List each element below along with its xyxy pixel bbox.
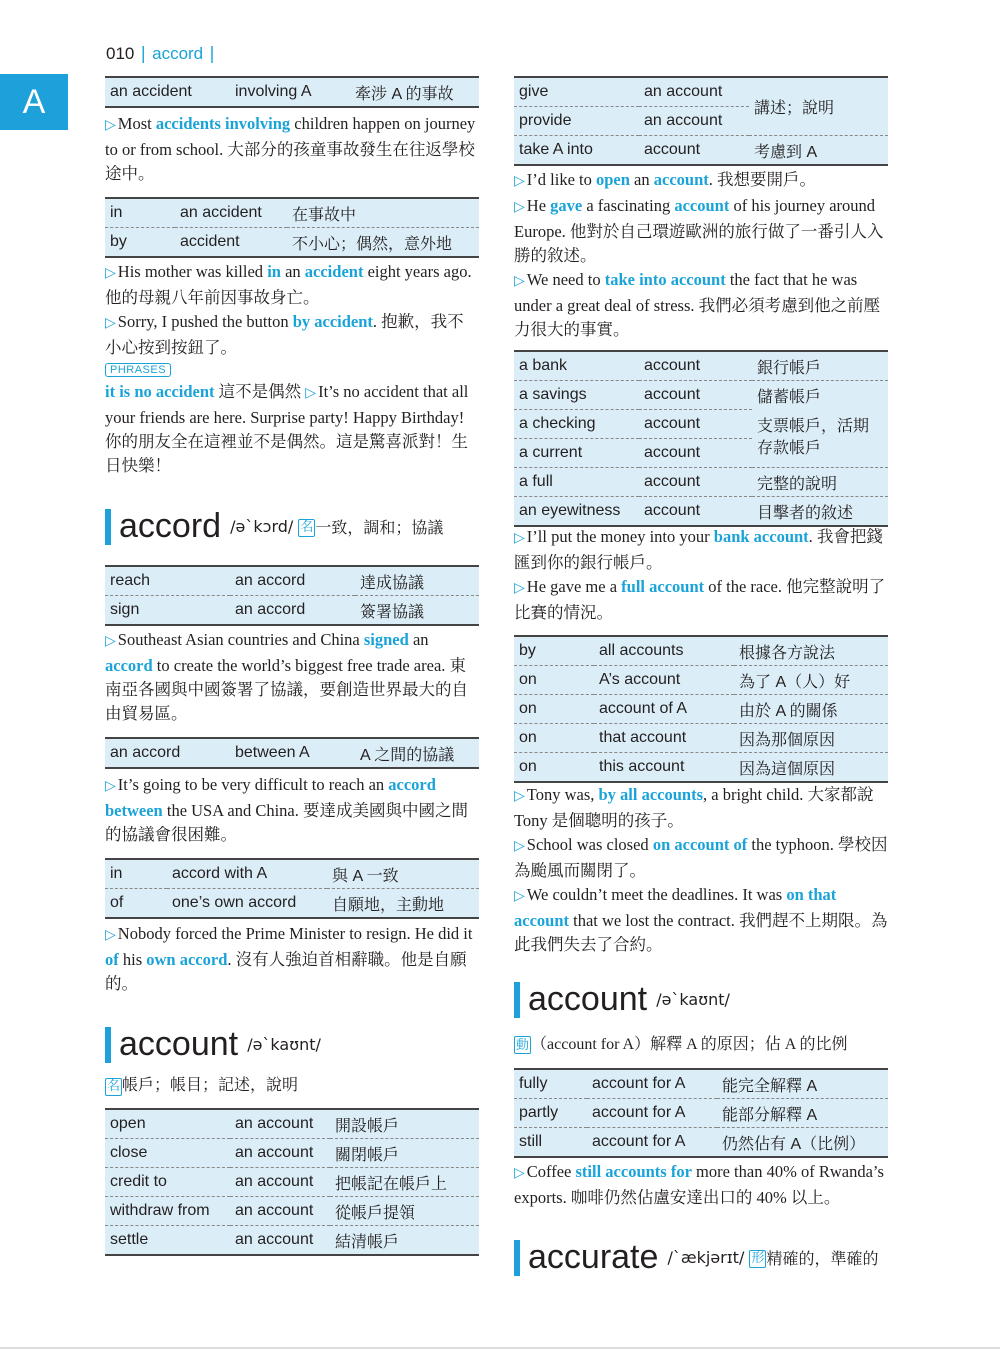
table-cell: on	[514, 666, 594, 695]
example-sentence: ▷ It’s going to be very difficult to reach an accord between the USA and China. 要達成美國與中國之間的協議會很困難。	[105, 775, 468, 844]
triangle-icon: ▷	[514, 174, 525, 189]
table-cell-merged: 講述；說明	[749, 77, 888, 136]
phrase-example: it is no accident 這不是偶然 ▷ It’s no accident that all your friends are here. Surprise party! Happy Birthday! 你的朋友全在這裡並不是偶然。這是驚喜派對！生日快樂！	[105, 382, 469, 475]
letter-tab[interactable]: A	[0, 74, 68, 130]
example-sentence: ▷ Nobody forced the Prime Minister to resign. He did it of his own accord. 沒有人強迫首相辭職。他是自願的。	[105, 924, 473, 993]
table-cell: 關閉帳戶	[330, 1139, 479, 1168]
table-cell: partly	[514, 1099, 587, 1128]
example-sentences: ▷ Tony was, by all accounts, a bright child. 大家都說 Tony 是個聰明的孩子。 ▷ School was closed on account of the typhoon. 學校因為颱風而關閉了。 ▷ We couldn’t meet the deadlines. It was on that account that we lost the contract. 我們趕不上期限。為此我們失去了合約。	[514, 785, 888, 954]
table-cell: on	[514, 724, 594, 753]
table-cell: an accord	[230, 566, 355, 596]
page-number: 010	[106, 44, 135, 63]
definition: 帳戶；帳目；記述，說明	[122, 1075, 299, 1094]
table-cell: account	[639, 351, 752, 381]
table-cell: 為了 A（人）好	[734, 666, 888, 695]
table-cell: account of A	[594, 695, 734, 724]
triangle-icon: ▷	[305, 386, 317, 401]
pronunciation: /ə`kaʊnt/	[247, 1035, 321, 1054]
table-cell: by	[514, 636, 594, 666]
table-cell: account	[639, 410, 752, 439]
table-cell: account	[639, 468, 752, 497]
pronunciation: /ə`kaʊnt/	[656, 990, 730, 1009]
table-cell: withdraw from	[105, 1197, 230, 1226]
part-of-speech: 形	[751, 1251, 765, 1266]
table-cell: account	[639, 497, 752, 527]
triangle-icon: ▷	[514, 274, 525, 289]
table-cell: an account	[230, 1109, 330, 1139]
table-cell: open	[105, 1109, 230, 1139]
table-cell: A 之間的協議	[355, 738, 479, 768]
table-cell-merged: 支票帳戶，活期存款帳戶	[752, 410, 888, 468]
table-cell: involving A	[230, 77, 350, 107]
table-cell: A’s account	[594, 666, 734, 695]
table-cell: account for A	[587, 1128, 717, 1158]
table-cell: account	[639, 439, 752, 468]
table-cell: an accord	[105, 738, 230, 768]
headword: account	[119, 1025, 239, 1063]
table-cell: one’s own accord	[167, 889, 327, 919]
part-of-speech: 名	[107, 1079, 121, 1094]
collocation-table-accident-involving	[105, 76, 479, 108]
table-cell: in	[105, 198, 175, 228]
table-cell: 仍然佔有 A（比例）	[717, 1128, 888, 1158]
triangle-icon: ▷	[105, 266, 116, 281]
entry-heading-account-verb	[514, 980, 888, 1019]
triangle-icon: ▷	[514, 581, 525, 596]
table-cell: 完整的說明	[752, 468, 888, 497]
entry-heading-accord	[105, 507, 479, 546]
entry-bar	[105, 1027, 111, 1063]
table-cell: an account	[639, 77, 749, 107]
header-headword: accord	[152, 44, 204, 63]
headword: account	[528, 980, 648, 1018]
table-cell: account	[639, 136, 749, 166]
pronunciation: /`ækjərɪt/	[667, 1248, 745, 1267]
table-cell: 根據各方說法	[734, 636, 888, 666]
table-cell: an accident	[175, 198, 287, 228]
footer-rule	[0, 1347, 1000, 1349]
table-cell: an accident	[105, 77, 230, 107]
table-cell: 達成協議	[355, 566, 479, 596]
collocation-table-account-for	[514, 1068, 888, 1158]
table-cell: take A into	[514, 136, 639, 166]
definition-line	[105, 1072, 479, 1096]
table-cell: by	[105, 228, 175, 258]
pronunciation: /ə`kɔrd/	[230, 517, 294, 536]
example-sentence: ▷ Southeast Asian countries and China signed an accord to create the world’s biggest free trade area. 東南亞各國與中國簽署了協議，要創造世界最大的自由貿易區。	[105, 630, 468, 723]
collocation-table-account-verbs	[105, 1108, 479, 1256]
example-sentence: ▷ Most accidents involving children happen on journey to or from school. 大部分的孩童事故發生在往返學校途中。	[105, 114, 476, 183]
table-cell: a checking	[514, 410, 639, 439]
table-cell: reach	[105, 566, 230, 596]
triangle-icon: ▷	[105, 779, 116, 794]
table-cell: sign	[105, 596, 230, 626]
table-cell: an account	[230, 1197, 330, 1226]
table-cell: 由於 A 的關係	[734, 695, 888, 724]
header-separator-end: |	[209, 44, 215, 64]
triangle-icon: ▷	[105, 928, 116, 943]
table-cell: a bank	[514, 351, 639, 381]
table-cell: 開設帳戶	[330, 1109, 479, 1139]
example-sentence: ▷ His mother was killed in an accident eight years ago. 他的母親八年前因事故身亡。 ▷ Sorry, I pushed the button by accident. 抱歉，我不小心按到按鈕了。	[105, 262, 472, 357]
table-cell: of	[105, 889, 167, 919]
entry-bar	[514, 1240, 520, 1276]
collocation-table-give-account	[514, 76, 888, 166]
table-cell: a savings	[514, 381, 639, 410]
collocation-table-accord	[105, 565, 479, 626]
table-cell: 目擊者的敘述	[752, 497, 888, 527]
definition-line	[514, 1031, 888, 1054]
part-of-speech: 名	[300, 520, 314, 535]
part-of-speech: 動	[516, 1037, 530, 1052]
example-sentences: ▷ I’d like to open an account. 我想要開戶。 ▷ He gave a fascinating account of his journey around Europe. 他對於自己環遊歐洲的旅行做了一番引人入勝的敘述。 ▷ We need to take into account the fact that he was under a great deal of stress. 我們必須考慮到他之前壓力很大的事實。	[514, 170, 884, 339]
table-cell: accord with A	[167, 859, 327, 889]
table-cell: this account	[594, 753, 734, 783]
table-cell: that account	[594, 724, 734, 753]
triangle-icon: ▷	[514, 839, 525, 854]
table-cell: 自願地，主動地	[327, 889, 479, 919]
table-cell: a full	[514, 468, 639, 497]
table-cell: in	[105, 859, 167, 889]
definition: 一致，調和；協議	[315, 518, 444, 537]
example-sentences: ▷ I’ll put the money into your bank account. 我會把錢匯到你的銀行帳戶。 ▷ He gave me a full account of the race. 他完整說明了比賽的情況。	[514, 527, 886, 622]
table-cell: 簽署協議	[355, 596, 479, 626]
table-cell: an account	[230, 1139, 330, 1168]
table-cell: 考慮到 A	[749, 136, 888, 166]
entry-bar	[105, 509, 111, 545]
table-cell: fully	[514, 1069, 587, 1099]
table-cell: an account	[230, 1226, 330, 1256]
header-separator: |	[140, 44, 147, 64]
triangle-icon: ▷	[514, 1166, 525, 1181]
table-cell: 與 A 一致	[327, 859, 479, 889]
triangle-icon: ▷	[105, 118, 116, 133]
table-cell: 銀行帳戶	[752, 351, 888, 381]
page-header	[106, 44, 221, 64]
table-cell: give	[514, 77, 639, 107]
table-cell: a current	[514, 439, 639, 468]
table-cell: 因為那個原因	[734, 724, 888, 753]
collocation-table-accord-between	[105, 737, 479, 769]
triangle-icon: ▷	[514, 889, 525, 904]
table-cell: account for A	[587, 1099, 717, 1128]
collocation-table-in-accident	[105, 197, 479, 258]
table-cell: provide	[514, 107, 639, 136]
table-cell: an account	[639, 107, 749, 136]
table-cell: an account	[230, 1168, 330, 1197]
example-sentence: ▷ Coffee still accounts for more than 40% of Rwanda’s exports. 咖啡仍然佔盧安達出口的 40% 以上。	[514, 1162, 884, 1207]
entry-bar	[514, 982, 520, 1018]
table-cell: 儲蓄帳戶	[752, 381, 888, 410]
table-cell: between A	[230, 738, 355, 768]
table-cell: an eyewitness	[514, 497, 639, 527]
table-cell: 牽涉 A 的事故	[350, 77, 479, 107]
entry-heading-account-noun	[105, 1025, 479, 1064]
table-cell: 在事故中	[287, 198, 479, 228]
definition: 精確的，準確的	[766, 1249, 879, 1268]
table-cell: 把帳記在帳戶上	[330, 1168, 479, 1197]
collocation-table-account-types	[514, 350, 888, 527]
table-cell: on	[514, 753, 594, 783]
triangle-icon: ▷	[514, 789, 525, 804]
table-cell: still	[514, 1128, 587, 1158]
table-cell: 因為這個原因	[734, 753, 888, 783]
triangle-icon: ▷	[105, 316, 116, 331]
triangle-icon: ▷	[105, 634, 116, 649]
table-cell: 能完全解釋 A	[717, 1069, 888, 1099]
table-cell: settle	[105, 1226, 230, 1256]
table-cell: account for A	[587, 1069, 717, 1099]
table-cell: 能部分解釋 A	[717, 1099, 888, 1128]
table-cell: on	[514, 695, 594, 724]
table-cell: close	[105, 1139, 230, 1168]
headword: accord	[119, 507, 222, 545]
table-cell: 不小心；偶然，意外地	[287, 228, 479, 258]
table-cell: account	[639, 381, 752, 410]
entry-heading-accurate	[514, 1238, 888, 1277]
triangle-icon: ▷	[514, 200, 525, 215]
headword: accurate	[528, 1238, 659, 1276]
phrases-label: PHRASES	[105, 358, 479, 377]
table-cell: 結清帳戶	[330, 1226, 479, 1256]
table-cell: accident	[175, 228, 287, 258]
table-cell: 從帳戶提領	[330, 1197, 479, 1226]
definition: （account for A）解釋 A 的原因；佔 A 的比例	[531, 1036, 848, 1053]
collocation-table-on-account	[514, 635, 888, 783]
collocation-table-own-accord	[105, 858, 479, 919]
table-cell: an accord	[230, 596, 355, 626]
table-cell: all accounts	[594, 636, 734, 666]
table-cell: credit to	[105, 1168, 230, 1197]
triangle-icon: ▷	[514, 531, 525, 546]
